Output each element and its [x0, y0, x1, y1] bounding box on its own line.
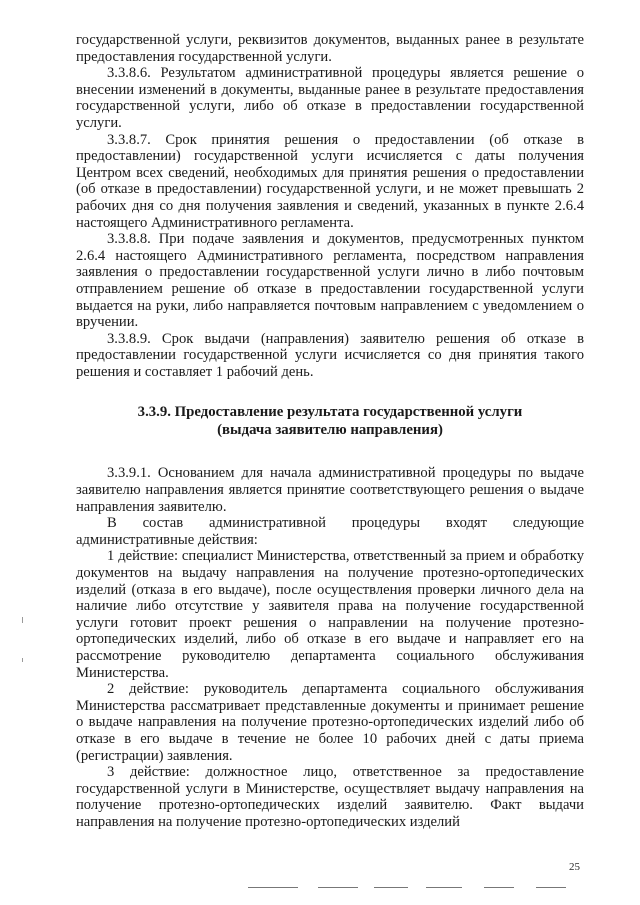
paragraph-actions-intro: В состав административной процедуры входят следующие административные действия:: [76, 515, 584, 548]
paragraph-3-3-8-7: 3.3.8.7. Срок принятия решения о предоставлении (об отказе в предоставлении) государственной услуги исчисляется с даты получения Центром всех сведений, необходимых для принятия решения о предоставлении (об отказе в предоставлении) государственной услуги, и не может превышать 2 рабочих дня со дня получения заявления и сведений, указанных в пункте 2.6.4 настоящего Административного регламента.: [76, 131, 584, 231]
scan-margin-mark: [22, 658, 23, 662]
paragraph-continuation: государственной услуги, реквизитов документов, выданных ранее в результате предоставления государственной услуги.: [76, 32, 584, 65]
paragraph-action-3: 3 действие: должностное лицо, ответственное за предоставление государственной услуги в Министерстве, осуществляет выдачу направления на получение протезно-ортопедических изделий заявителю. Факт выдачи направления на получение протезно-ортопедических изделий: [76, 764, 584, 830]
document-body: [76, 32, 584, 831]
scan-footer-line: [426, 887, 462, 888]
paragraph-action-2: 2 действие: руководитель департамента социального обслуживания Министерства рассматривает представленные документы и принимает решение о выдаче направления на получение протезно-ортопедических изделий либо об отказе в его выдаче в течение не более 10 рабочих дней с даты приема (регистрации) заявления.: [76, 681, 584, 764]
scan-footer-line: [248, 887, 298, 888]
scan-footer-line: [484, 887, 514, 888]
section-heading: [76, 404, 584, 439]
scan-footer-line: [374, 887, 408, 888]
section-heading-line-2: (выдача заявителю направления): [217, 421, 443, 438]
section-heading-line-1: 3.3.9. Предоставление результата государственной услуги: [137, 404, 523, 421]
paragraph-3-3-9-1: 3.3.9.1. Основанием для начала административной процедуры по выдаче заявителю направления является принятие соответствующего решения о выдаче направления заявителю.: [76, 465, 584, 515]
paragraph-action-1: 1 действие: специалист Министерства, ответственный за прием и обработку документов на выдачу направления на получение протезно-ортопедических изделий (отказа в его выдаче), после осуществления проверки личного дела на наличие либо отсутствие у заявителя права на получение государственной услуги готовит проект решения о направлении на получение протезно-ортопедических изделий, либо об отказе в его выдаче и направляет его на рассмотрение руководителю департамента социального обслуживания Министерства.: [76, 548, 584, 681]
scan-footer-line: [536, 887, 566, 888]
paragraph-3-3-8-9: 3.3.8.9. Срок выдачи (направления) заявителю решения об отказе в предоставлении государственной услуги исчисляется со дня принятия такого решения и составляет 1 рабочий день.: [76, 330, 584, 380]
paragraph-3-3-8-6: 3.3.8.6. Результатом административной процедуры является решение о внесении изменений в документы, выданные ранее в результате предоставления государственной услуги, либо об отказе в предоставлении государственной услуги.: [76, 65, 584, 131]
scan-margin-mark: [22, 617, 23, 623]
paragraph-3-3-8-8: 3.3.8.8. При подаче заявления и документов, предусмотренных пунктом 2.6.4 настоящего Административного регламента, посредством направления заявления о предоставлении государственной услуги лично в либо почтовым отправлением решение об отказе в предоставлении государственной услуги выдается на руки, либо направляется почтовым направлением с уведомлением о вручении.: [76, 231, 584, 331]
page-number: 25: [569, 861, 580, 873]
scan-footer-line: [318, 887, 358, 888]
